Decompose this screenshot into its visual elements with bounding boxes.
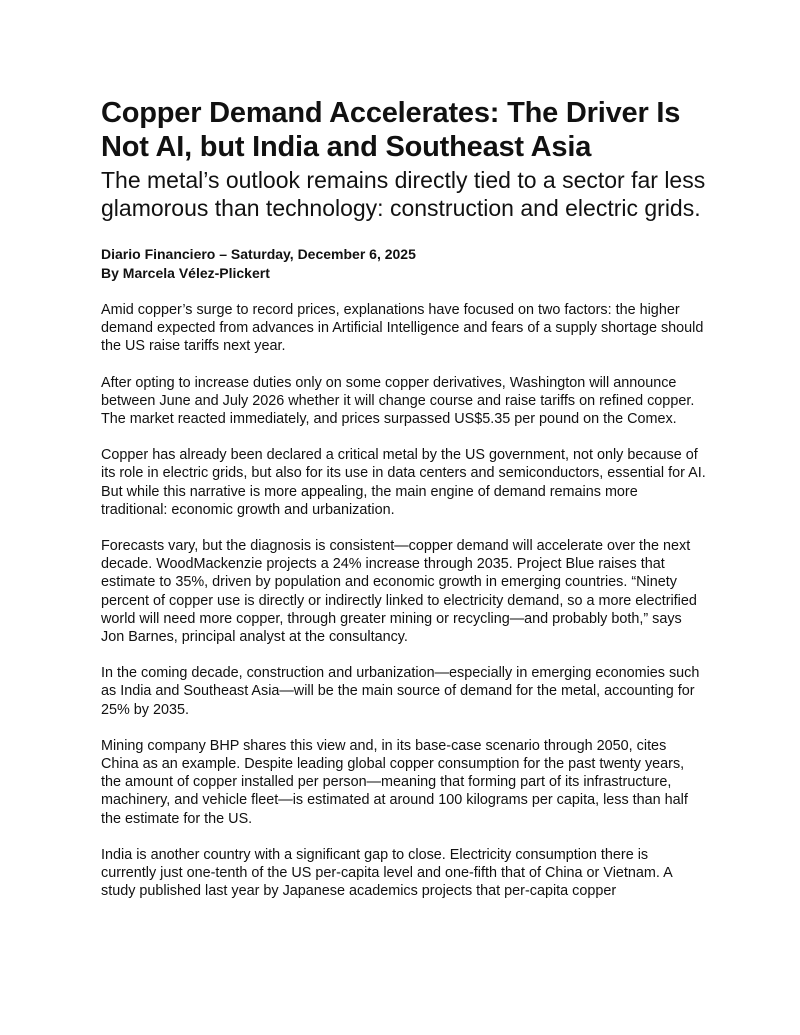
paragraph: After opting to increase duties only on some copper derivatives, Washington will announce between June and July 2026 whether it will change course and raise tariffs on refined copper. The market reacted immediately, and prices surpassed US$5.35 per pound on the Comex. (101, 374, 695, 428)
paragraph: Amid copper’s surge to record prices, explanations have focused on two factors: the higher demand expected from advances in Artificial Intelligence and fears of a supply shortage should the US raise tariffs next year. (101, 302, 704, 355)
source-line: Diario Financiero – Saturday, December 6, 2025 (101, 246, 416, 262)
paragraph: Forecasts vary, but the diagnosis is consistent—copper demand will accelerate over the next decade. WoodMackenzie projects a 24% increase through 2035. Project Blue raises that estimate to 35%, driven by population and economic growth in emerging countries. “Ninety percent of copper use is directly or indirectly linked to electricity demand, so a more electrified world will need more copper, through greater mining or recycling—and probably both,” says Jon Barnes, principal analyst at the consultancy. (101, 538, 697, 646)
byline (101, 245, 706, 283)
paragraph: Copper has already been declared a critical metal by the US government, not only because of its role in electric grids, but also for its use in data centers and semiconductors, essential for AI. But while this narrative is more appealing, the main engine of demand remains more traditional: economic growth and urbanization. (101, 447, 706, 518)
paragraph: In the coming decade, construction and urbanization—especially in emerging economies such as India and Southeast Asia—will be the main source of demand for the metal, accounting for 25% by 2035. (101, 665, 700, 718)
article-headline: Copper Demand Accelerates: The Driver Is Not AI, but India and Southeast Asia (101, 97, 681, 163)
paragraph: Mining company BHP shares this view and, in its base-case scenario through 2050, cites China as an example. Despite leading global copper consumption for the past twenty years, the amount of copper installed per person—meaning that forming part of its infrastructure, machinery, and vehicle fleet—is estimated at around 100 kilograms per capita, less than half the estimate for the US. (101, 737, 688, 827)
article-subheadline: The metal’s outlook remains directly tied to a sector far less glamorous than technology: construction and electric grids. (101, 167, 706, 221)
paragraph: India is another country with a significant gap to close. Electricity consumption there is currently just one-tenth of the US per-capita level and one-fifth that of China or Vietnam. A study published last year by Japanese academics projects that per-capita copper (101, 846, 672, 900)
article (101, 96, 706, 918)
author-line: By Marcela Vélez-Plickert (101, 265, 270, 281)
article-body (101, 301, 706, 900)
